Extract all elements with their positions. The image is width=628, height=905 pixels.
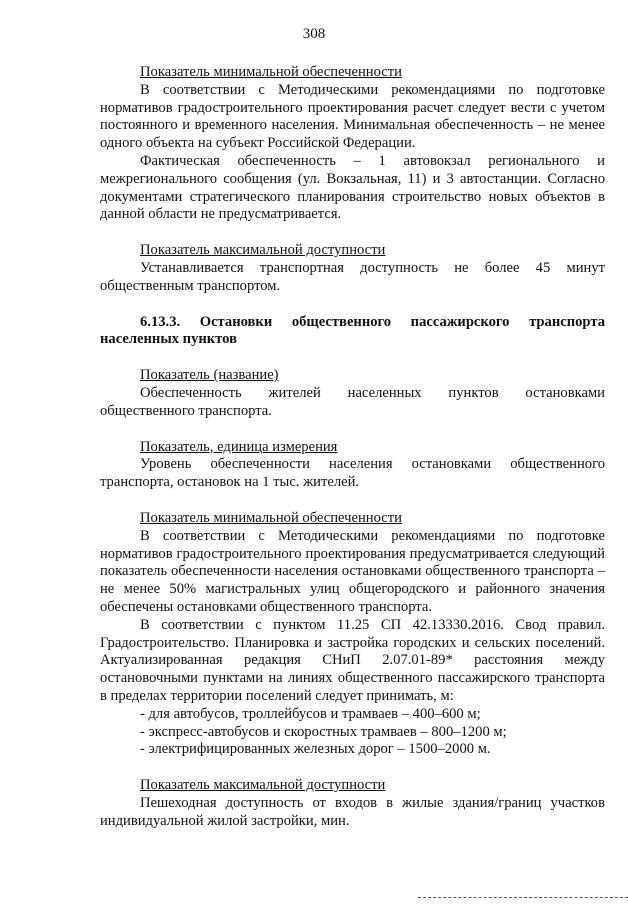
paragraph: Обеспеченность жителей населенных пунктов остановками общественного транспорта.	[100, 384, 605, 419]
list-item: - для автобусов, троллейбусов и трамваев – 400–600 м;	[140, 705, 481, 722]
subsection-max-accessibility	[100, 777, 605, 830]
section-max-accessibility	[100, 242, 605, 295]
subsection-min-provision	[100, 510, 605, 759]
section-heading: Показатель минимальной обеспеченности	[140, 509, 402, 526]
section-heading: Показатель, единица измерения	[140, 438, 338, 455]
section-min-provision	[100, 64, 605, 224]
paragraph: Фактическая обеспеченность – 1 автовокзал регионального и межрегионального сообщения (ул. Вокзальная, 11) и 3 автостанции. Согласно документами стратегического планирования строительство новых объектов в данной области не предусматривается.	[100, 152, 605, 223]
bottom-rule	[418, 897, 628, 900]
paragraph: Пешеходная доступность от входов в жилые здания/границ участков индивидуальной жилой застройки, мин.	[100, 794, 605, 829]
subsection-indicator-unit	[100, 439, 605, 492]
subsection-indicator-name	[100, 367, 605, 420]
paragraph: В соответствии с Методическими рекомендациями по подготовке нормативов градостроительного проектирования предусматривается следующий показатель обеспеченности населения остановками общественного транспорта – не менее 50% магистральных улиц общегородского и районного значения обеспечены остановками общественного транспорта.	[100, 527, 605, 615]
page-number: 308	[302, 26, 326, 42]
paragraph: Уровень обеспеченности населения остановками общественного транспорта, остановок на 1 тыс. жителей.	[100, 456, 605, 491]
paragraph: В соответствии с Методическими рекомендациями по подготовке нормативов градостроительного проектирования расчет следует вести с учетом постоянного и временного населения. Минимальная обеспеченность – не менее одного объекта на субъект Российской Федерации.	[100, 81, 605, 152]
section-heading: Показатель максимальной доступности	[140, 242, 386, 259]
paragraph: Устанавливается транспортная доступность не более 45 минут общественным транспортом.	[100, 259, 605, 294]
section-heading: Показатель максимальной доступности	[140, 777, 386, 794]
document-page	[100, 64, 605, 830]
section-heading: Показатель (название)	[140, 367, 279, 384]
section-heading: Показатель минимальной обеспеченности	[140, 64, 402, 80]
list-item: - экспресс-автобусов и скоростных трамваев – 800–1200 м;	[140, 723, 507, 740]
section-title: 6.13.3. Остановки общественного пассажирского транспорта населенных пунктов	[100, 313, 605, 348]
paragraph: В соответствии с пунктом 11.25 СП 42.13330.2016. Свод правил. Градостроительство. Планировка и застройка городских и сельских поселений. Актуализированная редакция СНиП 2.07.01-89* расстояния между остановочными пунктами на линиях общественного пассажирского транспорта в пределах территории поселений следует принимать, м:	[100, 616, 605, 704]
list-item: - электрифицированных железных дорог – 1500–2000 м.	[140, 741, 491, 758]
